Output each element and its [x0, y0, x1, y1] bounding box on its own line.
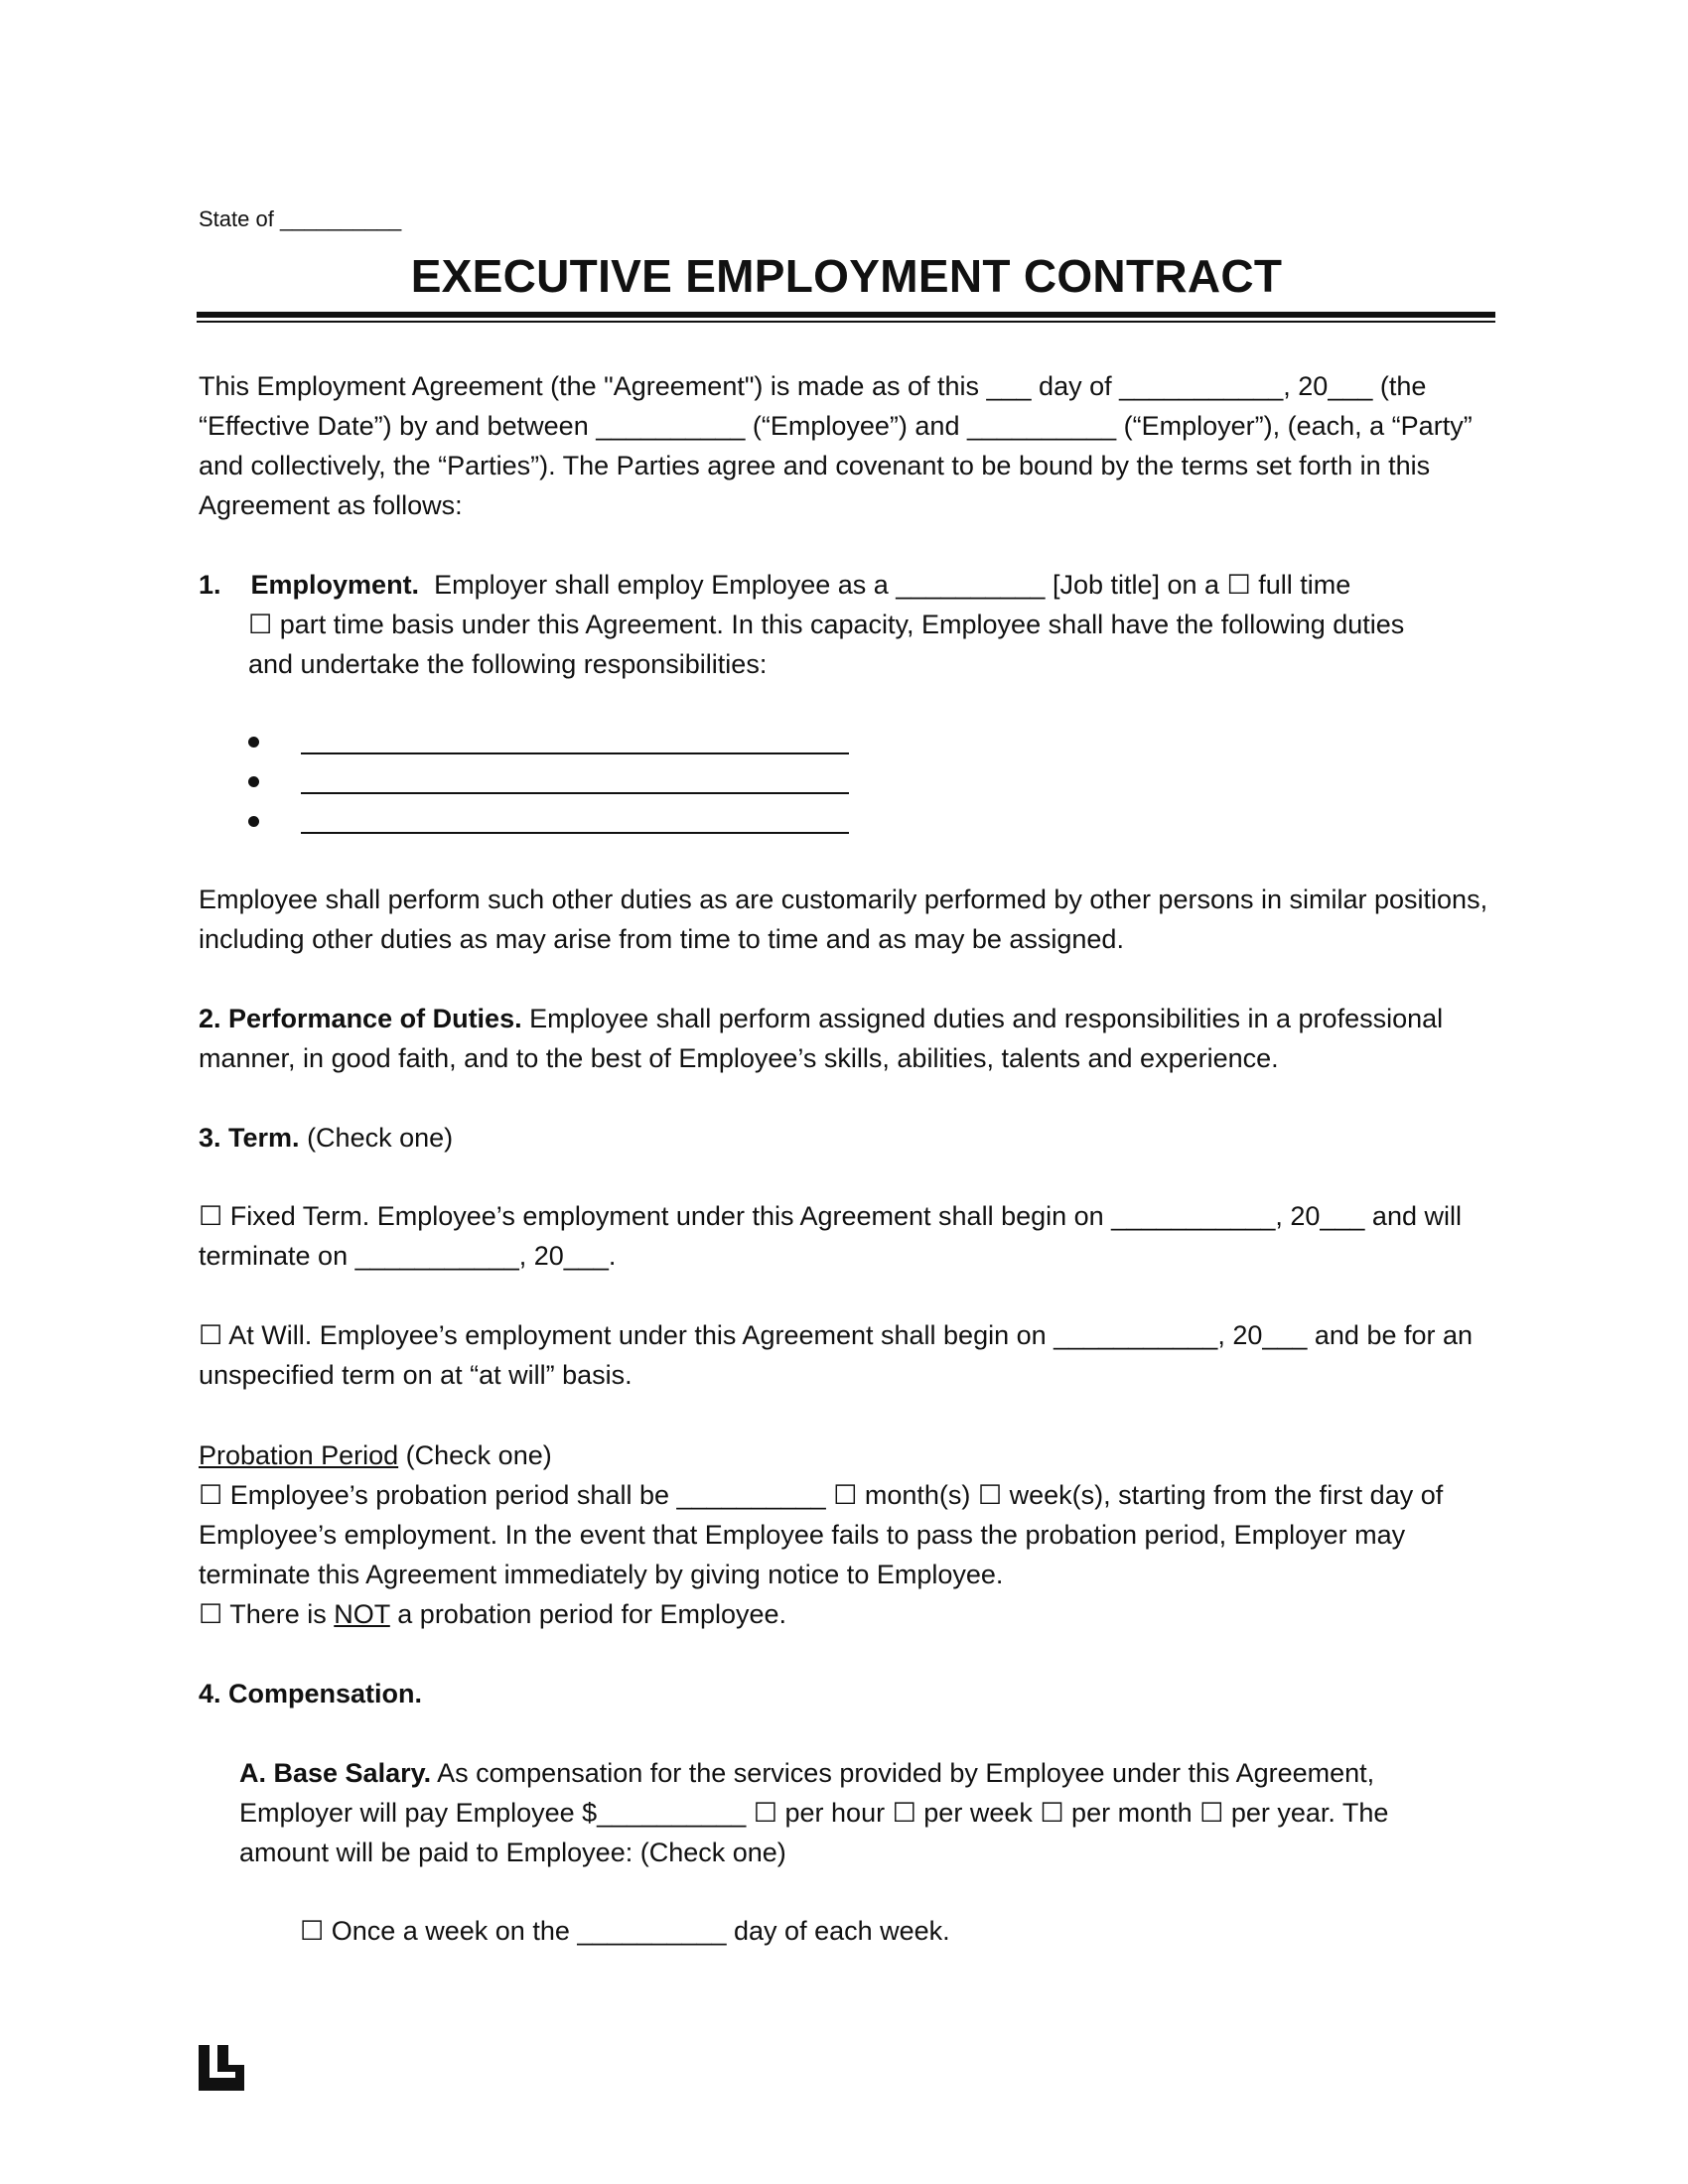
title-rule-thick — [197, 312, 1495, 318]
probation-not: NOT — [334, 1599, 390, 1629]
duty-list-item — [248, 723, 943, 762]
base-salary-paragraph — [239, 1753, 1461, 1872]
probation-option-2-pre: ☐ There is — [199, 1599, 335, 1629]
section-1-number: 1. — [199, 570, 221, 600]
duty-blank-line — [301, 792, 849, 794]
section-1-heading: Employment. — [250, 570, 420, 600]
bullet-icon — [248, 737, 259, 748]
weekly-payment-option: ☐ Once a week on the __________ day of each week. — [300, 1916, 950, 1946]
probation-note: (Check one) — [405, 1440, 552, 1470]
duty-blank-line — [301, 832, 849, 834]
duty-list-item — [248, 762, 943, 802]
section-2-paragraph — [199, 999, 1489, 1078]
section-3-heading-line — [199, 1118, 1489, 1158]
bullet-icon — [248, 776, 259, 787]
duty-list-item — [248, 802, 943, 842]
intro-paragraph: This Employment Agreement (the "Agreement") is made as of this ___ day of ___________, 20___ (the “Effective Date”) by and between __________ (“Employee”) and __________ (“Employer”), (each, a “Party” and collectively, the “Parties”). The Parties agree and covenant to be bound by the terms set forth in this Agreement as follows: — [199, 371, 1473, 520]
section-3-note: (Check one) — [307, 1123, 454, 1153]
section-1-text-1: Employer shall employ Employee as a __________ [Job title] on a ☐ full time — [434, 570, 1351, 600]
base-salary-heading: A. Base Salary. — [239, 1758, 432, 1788]
section-1-other-duties: Employee shall perform such other duties as are customarily performed by other persons in similar positions, including other duties as may arise from time to time and as may be assigned. — [199, 885, 1488, 954]
fixed-term-option: ☐ Fixed Term. Employee’s employment under this Agreement shall begin on ___________, 20___ and will terminate on ___________, 20___. — [199, 1201, 1462, 1271]
title-rule-thin — [197, 321, 1495, 323]
publisher-logo-icon — [199, 2045, 244, 2091]
duty-blank-line — [301, 752, 849, 754]
probation-heading: Probation Period — [199, 1440, 399, 1470]
base-salary-body: As compensation for the services provided by Employee under this Agreement, Employer will pay Employee $__________ ☐ per hour ☐ per week ☐ per month ☐ per year. The amount will be paid to Employee: (Check one) — [239, 1758, 1389, 1867]
section-1-line-1 — [199, 565, 1499, 605]
probation-option-2-post: a probation period for Employee. — [389, 1599, 787, 1629]
document-title: EXECUTIVE EMPLOYMENT CONTRACT — [410, 250, 1283, 302]
section-1-text-3: and undertake the following responsibilities: — [248, 649, 768, 679]
at-will-option: ☐ At Will. Employee’s employment under this Agreement shall begin on ___________, 20___ and be for an unspecified term on at “at will” basis. — [199, 1320, 1474, 1390]
probation-heading-line — [199, 1435, 1489, 1475]
state-line: State of __________ — [199, 206, 402, 231]
section-2-heading: 2. Performance of Duties. — [199, 1004, 522, 1033]
section-1-text-2: ☐ part time basis under this Agreement. In this capacity, Employee shall have the following duties — [248, 610, 1405, 639]
probation-option-2 — [199, 1594, 1489, 1634]
section-2-body: Employee shall perform assigned duties and responsibilities in a professional manner, in good faith, and to the best of Employee’s skills, abilities, talents and experience. — [199, 1004, 1444, 1073]
section-3-heading: 3. Term. — [199, 1123, 300, 1153]
section-4-heading: 4. Compensation. — [199, 1679, 423, 1708]
probation-option-1: ☐ Employee’s probation period shall be __________ ☐ month(s) ☐ week(s), starting from the first day of Employee’s employment. In the event that Employee fails to pass the probation period, Employer may terminate this Agreement immediately by giving notice to Employee. — [199, 1480, 1444, 1589]
bullet-icon — [248, 816, 259, 827]
